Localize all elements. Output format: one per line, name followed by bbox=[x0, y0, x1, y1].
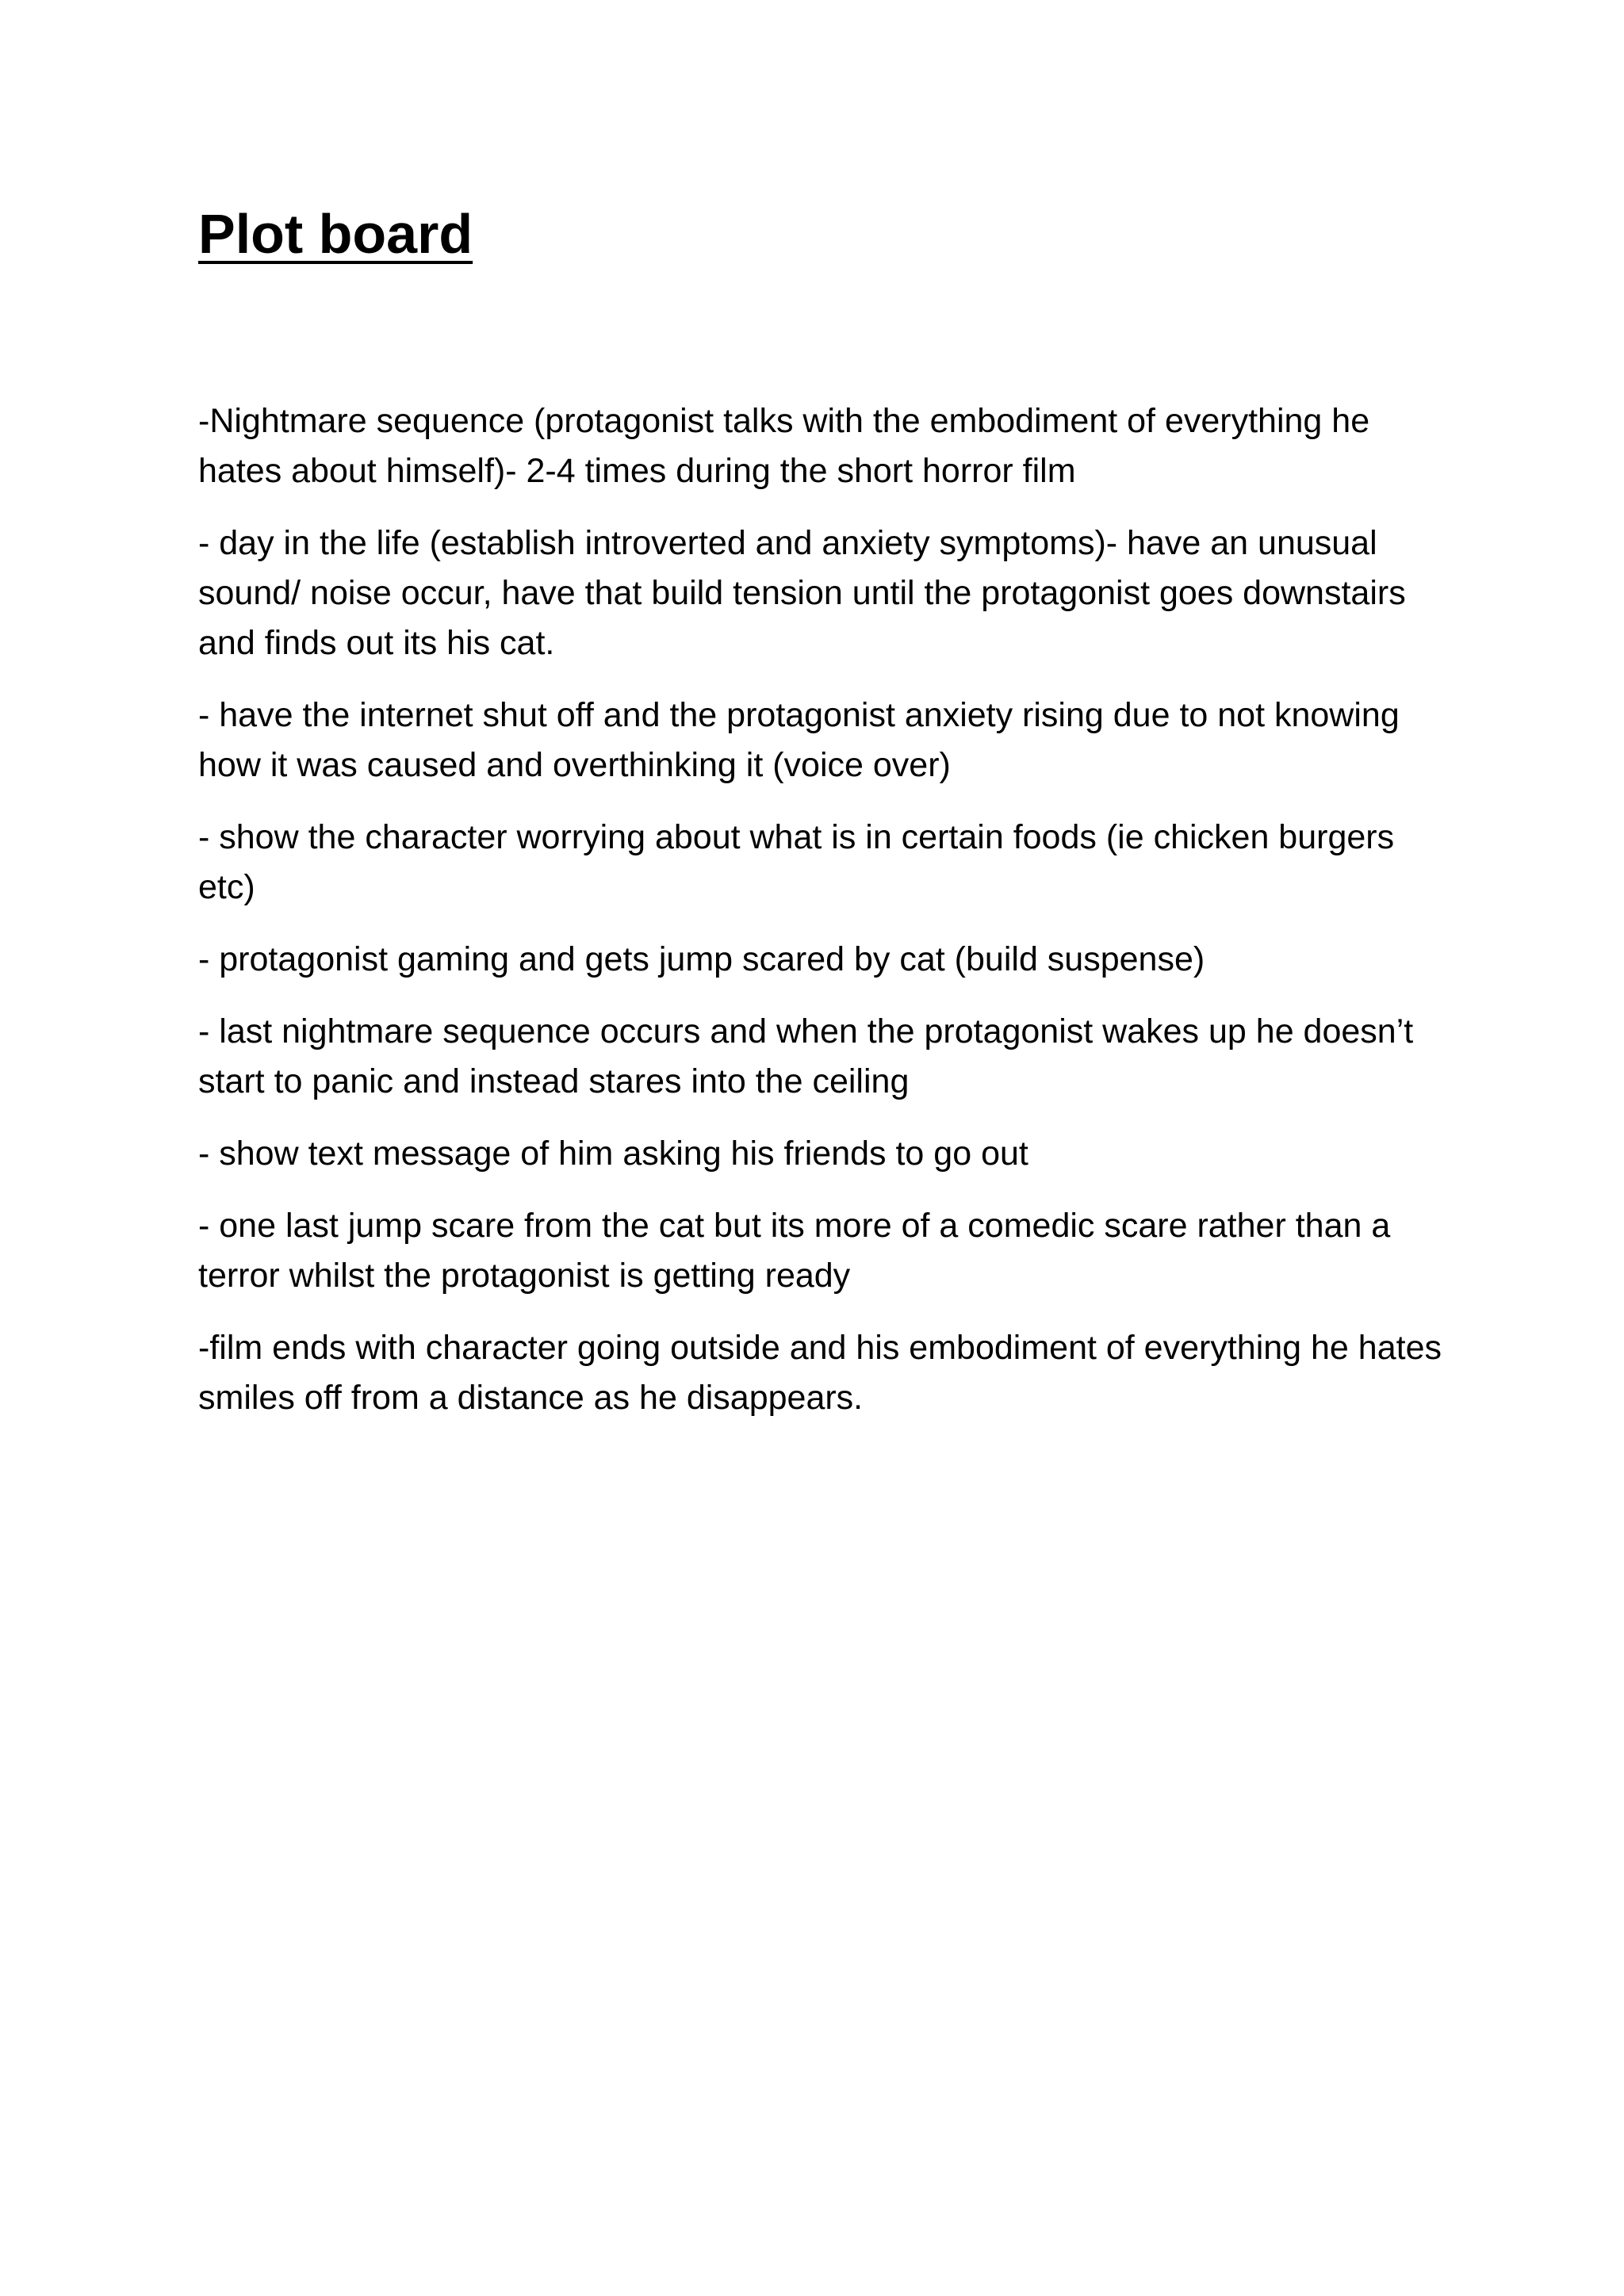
plot-item-internet-shut-off: - have the internet shut off and the protagonist anxiety rising due to not knowing how it was caused and overthinking it (voice over) bbox=[198, 696, 1400, 784]
plot-item-text-message: - show text message of him asking his friends to go out bbox=[198, 1135, 1028, 1173]
plot-item-film-ending: -film ends with character going outside and his embodiment of everything he hates smiles off from a distance as he disappears. bbox=[198, 1329, 1442, 1417]
plot-item-comedic-scare: - one last jump scare from the cat but its more of a comedic scare rather than a terror whilst the protagonist is getting ready bbox=[198, 1207, 1391, 1295]
plot-item-last-nightmare: - last nightmare sequence occurs and when the protagonist wakes up he doesn’t start to panic and instead stares into the ceiling bbox=[198, 1012, 1414, 1100]
plot-list bbox=[198, 396, 1459, 1445]
plot-item-gaming-jump-scare: - protagonist gaming and gets jump scared by cat (build suspense) bbox=[198, 940, 1205, 978]
plot-item-day-in-the-life: - day in the life (establish introverted and anxiety symptoms)- have an unusual sound/ noise occur, have that build tension until the protagonist goes downstairs and finds out its his cat. bbox=[198, 524, 1406, 662]
plot-item-nightmare-sequence: -Nightmare sequence (protagonist talks with the embodiment of everything he hates about himself)- 2-4 times during the short horror film bbox=[198, 402, 1370, 490]
plot-item-food-worry: - show the character worrying about what is in certain foods (ie chicken burgers etc) bbox=[198, 818, 1395, 906]
page-title: Plot board bbox=[198, 203, 473, 265]
